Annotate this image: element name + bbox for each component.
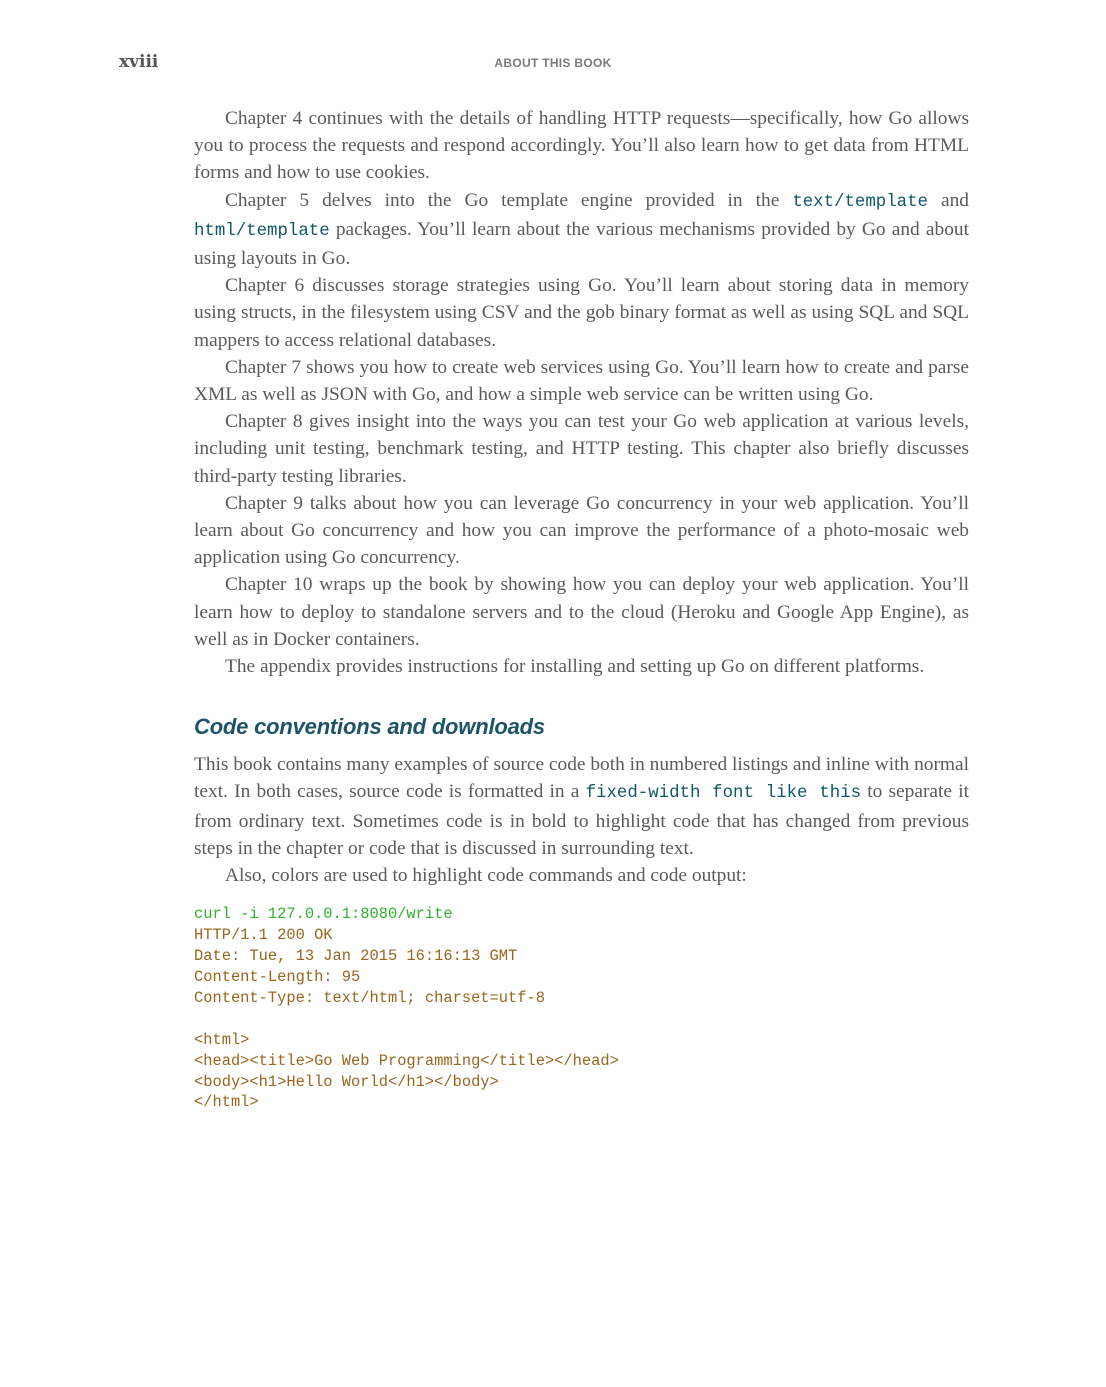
running-head: ABOUT THIS BOOK <box>494 56 612 70</box>
code-listing <box>194 904 969 1113</box>
paragraph-appendix: The appendix provides instructions for installing and setting up Go on different platforms. <box>225 656 925 678</box>
chapter-5-text-middle: and <box>927 189 969 211</box>
code-conventions-text-start: This book contains many examples of source code both in numbered listings and inline with normal text. In both cases, source code is formatted in a <box>194 754 969 803</box>
code-html-line: <html> <box>194 1030 250 1049</box>
code-html-line: <head><title>Go Web Programming</title></head> <box>194 1051 619 1070</box>
code-blank-line <box>194 1009 969 1030</box>
paragraph-chapter-6: Chapter 6 discusses storage strategies using Go. You’ll learn about storing data in memory using structs, in the filesystem using CSV and the gob binary format as well as using SQL and SQL mappers to access relational databases. <box>194 275 969 351</box>
paragraph-chapter-10: Chapter 10 wraps up the book by showing how you can deploy your web application. You’ll learn how to deploy to standalone servers and to the cloud (Heroku and Google App Engine), as well as in Docker containers. <box>194 574 969 650</box>
paragraph-chapter-9: Chapter 9 talks about how you can leverage Go concurrency in your web application. You’ll learn about Go concurrency and how you can improve the performance of a photo-mosaic web application using Go concurrency. <box>194 492 969 569</box>
section-heading: Code conventions and downloads <box>194 714 545 740</box>
paragraph-chapter-7: Chapter 7 shows you how to create web services using Go. You’ll learn how to create and parse XML as well as JSON with Go, and how a simple web service can be written using Go. <box>194 356 969 406</box>
paragraph-chapter-4: Chapter 4 continues with the details of handling HTTP requests—specifically, how Go allows you to process the requests and respond accordingly. You’ll also learn how to get data from HTML forms and how to use cookies. <box>194 108 969 184</box>
paragraph-chapter-5 <box>194 187 969 273</box>
chapter-5-text-end: packages. You’ll learn about the various mechanisms provided by Go and about using layouts in Go. <box>194 218 969 270</box>
code-output-line: Content-Length: 95 <box>194 968 361 986</box>
code-command-line: curl -i 127.0.0.1:8080/write <box>194 905 453 924</box>
page-number: xviii <box>119 52 159 72</box>
paragraph-chapter-8: Chapter 8 gives insight into the ways you can test your Go web application at various levels, including unit testing, benchmark testing, and HTTP testing. This chapter also briefly discusses third-party testing libraries. <box>194 411 969 487</box>
code-html-line: <body><h1>Hello World</h1></body> <box>194 1072 499 1091</box>
code-output-line: Date: Tue, 13 Jan 2015 16:16:13 GMT <box>194 947 518 966</box>
chapter-5-text-start: Chapter 5 delves into the Go template engine provided in the <box>225 189 793 211</box>
inline-code-fixed-width: fixed-width font like this <box>585 784 862 804</box>
code-html-line: </html> <box>194 1093 259 1112</box>
page-body <box>194 105 969 1113</box>
code-output-line: Content-Type: text/html; charset=utf-8 <box>194 988 545 1007</box>
paragraph-colors: Also, colors are used to highlight code commands and code output: <box>225 865 747 887</box>
inline-code-html-template: html/template <box>194 221 330 241</box>
code-conventions-text-end: to separate it from ordinary text. Sometimes code is in bold to highlight code that has changed from previous steps in the chapter or code that is discussed in surrounding text. <box>194 781 970 859</box>
inline-code-text-template: text/template <box>792 192 928 212</box>
code-output-line: HTTP/1.1 200 OK <box>194 926 333 945</box>
paragraph-code-conventions <box>194 751 969 862</box>
